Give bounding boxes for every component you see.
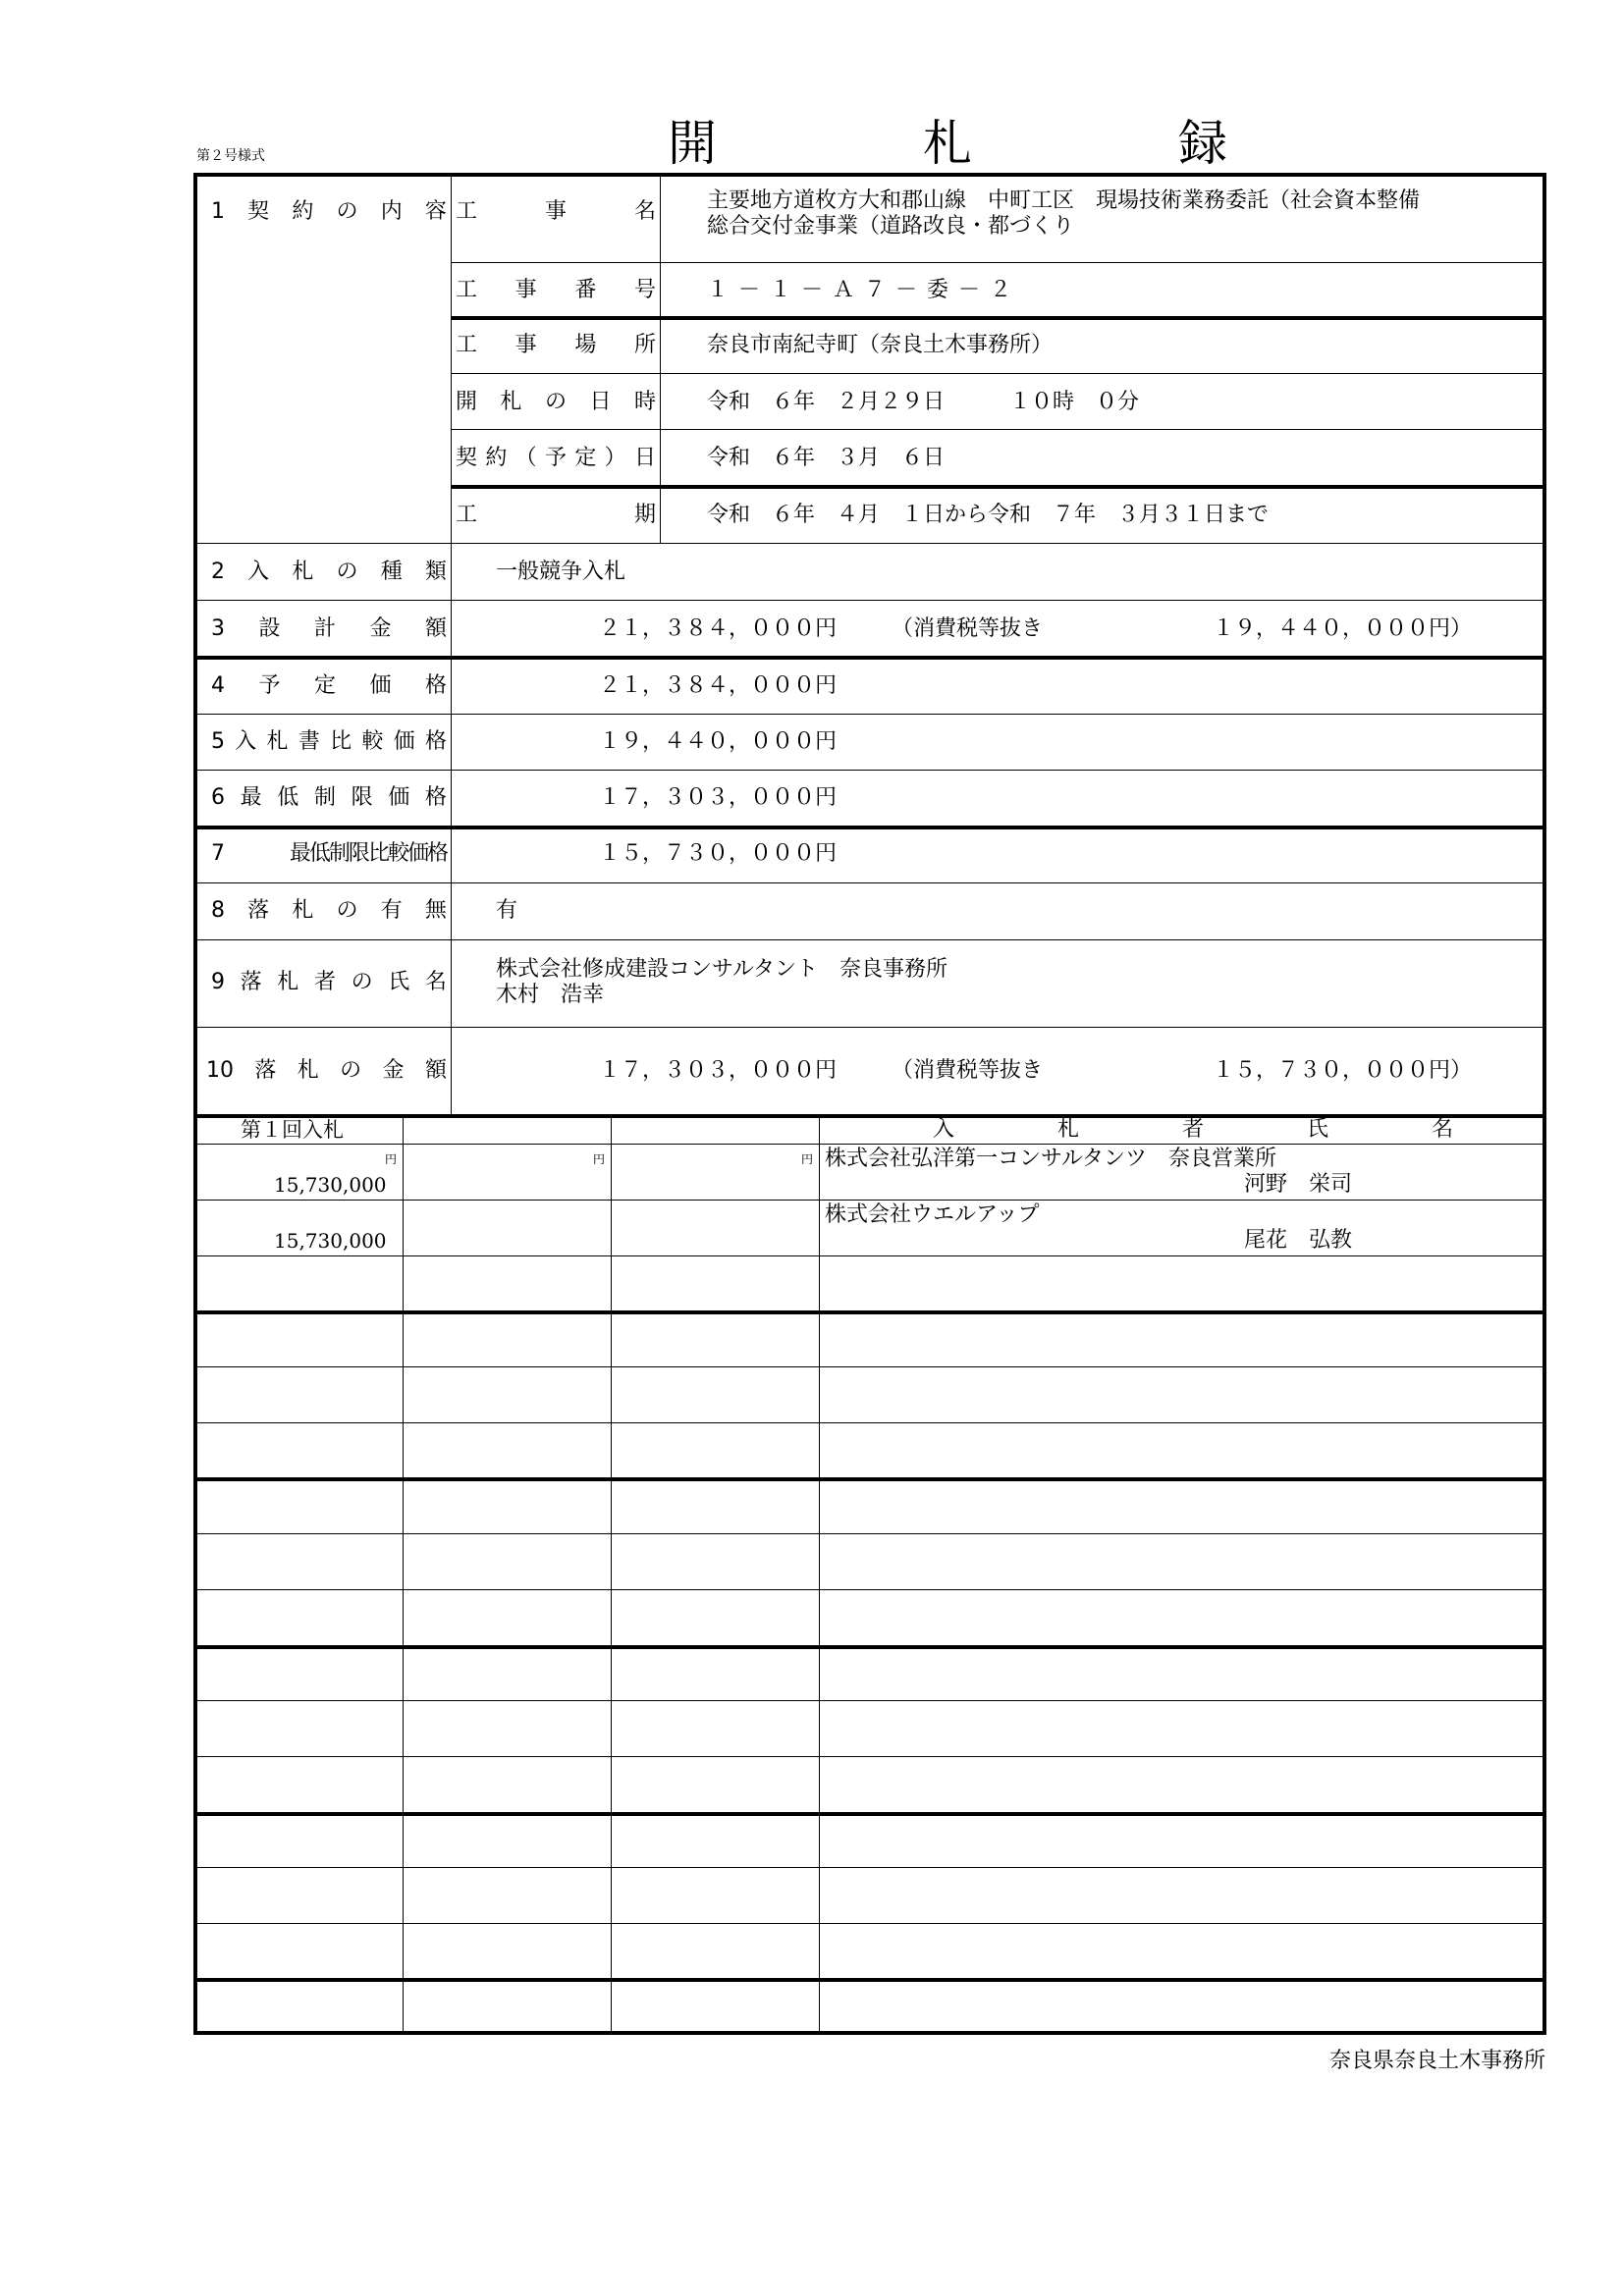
issuer: 奈良県奈良土木事務所 (1328, 2049, 1545, 2073)
winning-bidder-representative: 木村 浩幸 (496, 983, 605, 1007)
yen-unit: 円 (801, 1152, 814, 1166)
bidder-company: 株式会社弘洋第一コンサルタンツ 奈良営業所 (825, 1147, 1277, 1171)
row-divider (195, 1366, 1544, 1367)
row-divider (195, 1027, 1544, 1028)
row-divider (451, 316, 1544, 320)
design-amount-note: （消費税等抜き (892, 616, 1044, 641)
row-divider (195, 1700, 1544, 1701)
award-status: 有 (496, 898, 518, 923)
row-divider (451, 485, 1544, 489)
winning-bidder-company: 株式会社修成建設コンサルタント 奈良事務所 (496, 957, 948, 982)
row-divider (195, 600, 1544, 601)
col-divider (403, 1116, 404, 2033)
yen-unit: 円 (593, 1152, 606, 1166)
label-planned-price: 4 予 定 価 格 (211, 673, 447, 698)
label-project-number: 工 事 番 号 (456, 278, 656, 302)
label-winning-amount: 10 落 札 の 金 額 (206, 1058, 447, 1083)
col-divider (611, 1116, 612, 2033)
winning-amount-note: （消費税等抜き (892, 1058, 1044, 1083)
row-divider (195, 939, 1544, 940)
row-divider (195, 1144, 1544, 1145)
project-number: １－１－Ａ７－委－２ (707, 278, 1022, 302)
label-bid-type: 2 入 札 の 種 類 (211, 560, 447, 584)
design-amount-excl-tax: １９，４４０，０００円） (1213, 616, 1473, 641)
label-project-name: 工 事 名 (456, 199, 656, 224)
winning-amount-excl-tax: １５，７３０，０００円） (1213, 1058, 1473, 1083)
planned-price: ２１，３８４，０００円 (599, 673, 838, 698)
label-design-amount: 3 設 計 金 額 (211, 616, 447, 641)
row-divider (195, 1422, 1544, 1423)
bidder-representative: 尾花 弘教 (1244, 1228, 1353, 1253)
row-divider (195, 1589, 1544, 1590)
bidder-representative: 河野 栄司 (1244, 1172, 1353, 1197)
bid-amount: 15,730,000 (274, 1173, 387, 1197)
label-minimum-price: 6 最 低 制 限 価 格 (211, 785, 447, 810)
label-bid-comparison-price: 5 入 札 書 比 較 価 格 (211, 729, 447, 754)
row-divider (195, 714, 1544, 715)
contract-date: 令和 ６年 ３月 ６日 (707, 446, 946, 470)
row-divider (195, 1978, 1544, 1982)
project-location: 奈良市南紀寺町（奈良土木事務所） (707, 333, 1054, 357)
row-divider (195, 1645, 1544, 1649)
row-divider (195, 826, 1544, 829)
bidder-name-header: 入 札 者 氏 名 (933, 1117, 1453, 1142)
row-divider (451, 429, 1544, 430)
row-divider (451, 373, 1544, 374)
title-char: 録 (1178, 115, 1227, 172)
yen-unit: 円 (385, 1152, 398, 1166)
bidder-company: 株式会社ウエルアップ (825, 1202, 1040, 1227)
project-name-line1: 主要地方道枚方大和郡山線 中町工区 現場技術業務委託（社会資本整備 (707, 188, 1421, 213)
row-divider (195, 882, 1544, 883)
row-divider (195, 1200, 1544, 1201)
section-label-contract: 1 契 約 の 内 容 (211, 199, 447, 224)
row-divider (451, 262, 1544, 263)
row-divider (195, 543, 1544, 544)
row-divider (195, 1923, 1544, 1924)
row-divider (195, 1477, 1544, 1481)
col-divider (819, 1116, 820, 2033)
design-amount: ２１，３８４，０００円 (599, 616, 838, 641)
title-char: 札 (923, 115, 972, 172)
bid-type: 一般競争入札 (496, 560, 626, 584)
construction-period: 令和 ６年 ４月 １日から令和 ７年 ３月３１日まで (707, 503, 1270, 527)
label-minimum-comparison-price: 7 最低制限比較価格 (211, 841, 447, 866)
page-title (668, 116, 1227, 171)
minimum-price: １７，３０３，０００円 (599, 785, 838, 810)
row-divider (195, 656, 1544, 660)
minimum-comparison-price: １５，７３０，０００円 (599, 841, 838, 866)
row-divider (195, 770, 1544, 771)
winning-amount: １７，３０３，０００円 (599, 1058, 838, 1083)
bid-comparison-price: １９，４４０，０００円 (599, 729, 838, 754)
label-opening-datetime: 開 札 の 日 時 (456, 390, 656, 414)
label-award-status: 8 落 札 の 有 無 (211, 898, 447, 923)
opening-datetime: 令和 ６年 ２月２９日 １０時 ０分 (707, 390, 1140, 414)
row-divider (195, 1310, 1544, 1314)
title-char: 開 (668, 115, 717, 172)
row-divider (195, 1756, 1544, 1757)
label-winning-bidder: 9 落 札 者 の 氏 名 (211, 970, 447, 994)
project-name-line2: 総合交付金事業（道路改良・都づくり (707, 214, 1075, 239)
label-contract-date: 契 約 （ 予 定 ） 日 (456, 446, 656, 470)
label-project-location: 工 事 場 所 (456, 333, 656, 357)
row-divider (195, 1255, 1544, 1256)
bid-amount: 15,730,000 (274, 1229, 387, 1253)
label-construction-period: 工 期 (456, 503, 656, 527)
bid-round-label: 第１回入札 (241, 1118, 344, 1142)
row-divider (195, 1533, 1544, 1534)
row-divider (195, 1812, 1544, 1816)
form-number: 第２号様式 (196, 148, 265, 164)
row-divider (195, 1867, 1544, 1868)
